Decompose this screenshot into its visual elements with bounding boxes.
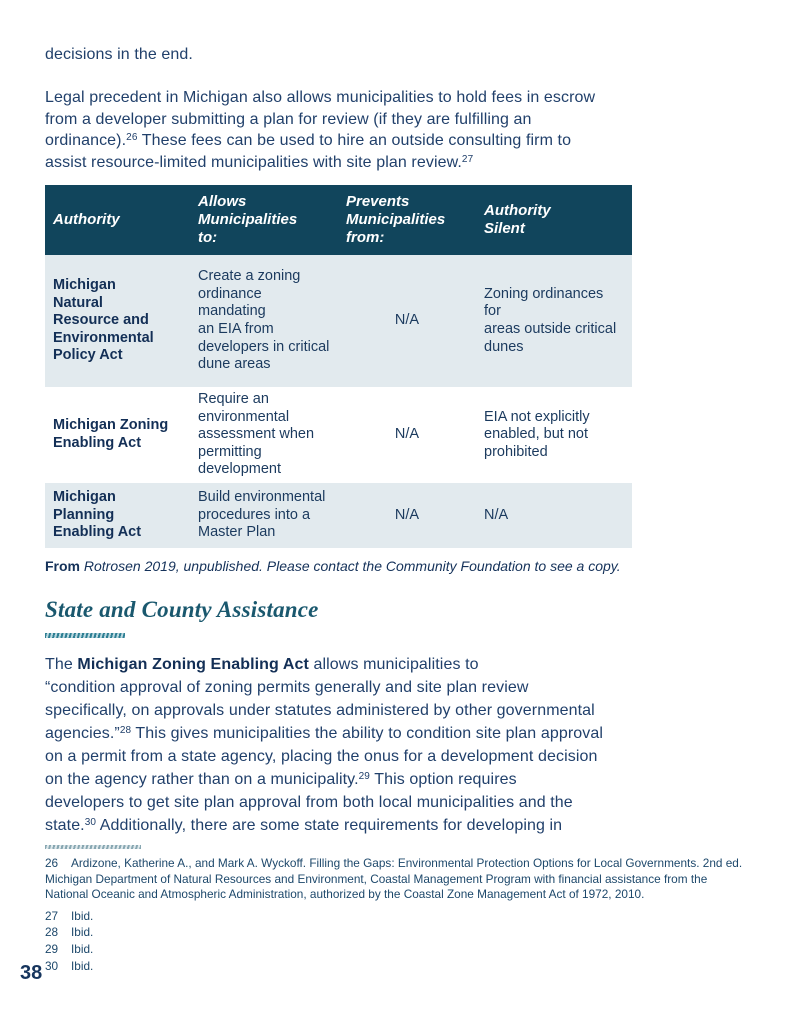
text-line: assist resource-limited municipalities with site plan review.$^{27}$ [45,153,474,171]
footnote-marker: 26 [126,132,138,144]
footnote-item [45,942,747,958]
footnote-text: Ardizone, Katherine A., and Mark A. Wyckoff. Filling the Gaps: Environmental Protection Options for Local Governments. 2nd ed. Michigan Department of Natural Resources and Environment, Coastal Management Program with financial assistance from the National Oceanic and Atmospheric Administration, authorized by the Coastal Zone Management Act of 1972, 2010. [45,856,743,902]
table-cell [338,387,476,483]
footnote-number: 30 [45,958,59,973]
column-header [45,185,190,255]
cell-line: N/A [394,312,420,329]
footnote-marker: 30 [84,817,97,828]
cell-line: Resource and [53,312,149,329]
cell-line: Policy Act [53,347,123,364]
footnote-marker: 29 [358,771,370,782]
text-line: specifically, on approvals under statutes administered by other governmental [45,702,595,719]
table-cell [190,387,338,483]
table-cell [338,255,476,387]
cell-line: N/A [484,506,509,523]
cell-line: Planning [53,506,115,523]
table-cell [45,483,190,548]
table-cell [476,255,632,387]
heading-underline-decoration [45,633,125,638]
text-line: ordinance).$^{26}$ These fees can be used to hire an outside consulting firm to [45,132,572,150]
paragraph-intro [45,44,193,66]
cell-line: ordinance mandating [198,285,266,320]
cell-line: Municipalities [346,211,446,228]
cell-line: N/A [394,426,420,443]
cell-line: Zoning ordinances for [484,285,604,320]
footnote-number: 29 [45,941,59,956]
footnote-number: 28 [45,925,59,940]
cell-line: permitting [198,443,262,460]
footnote-item [45,925,747,941]
text-line: agencies.”$^{28}$ This gives municipalities the ability to condition site plan approval [45,725,603,742]
text-line: decisions in the end. [45,46,193,63]
text-line: “condition approval of zoning permits generally and site plan review [45,679,529,696]
cell-line: Create a zoning [198,268,301,285]
footnote-text: Ibid. [71,925,94,940]
text-line: The Michigan Zoning Enabling Act allows municipalities to [45,656,479,673]
footnote-item [45,959,747,975]
paragraph-state-county [45,653,603,837]
table-row [45,255,632,387]
cell-line: areas outside critical [484,321,617,337]
footnotes [45,856,747,975]
cell-line: developers in critical [198,338,330,355]
cell-line: Environmental [53,329,154,346]
table-cell [45,387,190,483]
paragraph-legal-precedent [45,87,595,173]
cell-line: dune areas [198,356,271,373]
footnote-number: 27 [45,908,59,923]
table-cell [476,483,632,548]
cell-line: Silent [484,220,525,237]
cell-line: Authority [53,211,120,228]
cell-line: an EIA from [198,321,274,337]
table-cell [338,483,476,548]
table-cell [476,387,632,483]
table-row [45,387,632,483]
cell-line: Prevents [346,193,410,210]
cell-line: Enabling Act [53,524,142,541]
page-number: 38 [20,962,43,984]
cell-line: N/A [394,506,420,523]
table-header-row [45,185,632,255]
table-caption [45,558,665,574]
cell-line: Build environmental [198,489,326,506]
table-cell [190,255,338,387]
text-line: From Rotrosen 2019, unpublished. Please contact the Community Foundation to see a copy. [45,558,621,574]
footnote-item [45,856,747,903]
cell-line: Natural [53,294,103,311]
footnote-divider [45,845,141,849]
cell-line: prohibited [484,443,548,460]
table-row [45,483,632,548]
cell-line: enabled, but not [484,426,589,443]
footnote-number: 26 [45,856,59,870]
authority-table [45,185,632,548]
footnote-marker: 28 [119,725,132,736]
column-header [190,185,338,255]
cell-line: Authority [484,202,551,219]
column-header [476,185,632,255]
cell-line: EIA not explicitly [484,408,590,425]
cell-line: procedures into a [198,506,311,523]
text-line: developers to get site plan approval from both local municipalities and the [45,794,573,811]
cell-line: environmental [198,408,290,425]
footnote-text: Ibid. [71,958,94,973]
table-cell [190,483,338,548]
cell-line: Require an [198,391,269,408]
footnote-text: Ibid. [71,908,94,923]
footnote-text: Ibid. [71,941,94,956]
text-line: Legal precedent in Michigan also allows municipalities to hold fees in escrow [45,89,596,106]
cell-line: from: [346,229,385,246]
footnote-marker: 27 [461,153,474,165]
text-line: state.$^{30}$ Additionally, there are some state requirements for developing in [45,817,563,834]
cell-line: Michigan [53,277,116,294]
footnote-item [45,909,747,925]
cell-line: development [198,461,282,478]
column-header [338,185,476,255]
cell-line: assessment when [198,426,315,443]
cell-line: to: [198,229,218,246]
text-line: from a developer submitting a plan for review (if they are fulfilling an [45,110,532,128]
cell-line: Enabling Act [53,435,142,451]
text-line: on the agency rather than on a municipality.$^{29}$ This option requires [45,771,517,788]
cell-line: Michigan Zoning [53,417,169,434]
cell-line: Master Plan [198,524,276,541]
cell-line: dunes [484,338,524,355]
cell-line: Allows [198,193,247,210]
table-cell [45,255,190,387]
text-line: on a permit from a state agency, placing the onus for a development decision [45,748,598,765]
cell-line: Municipalities [198,211,298,228]
section-heading: State and County Assistance [45,597,319,622]
cell-line: Michigan [53,489,116,506]
